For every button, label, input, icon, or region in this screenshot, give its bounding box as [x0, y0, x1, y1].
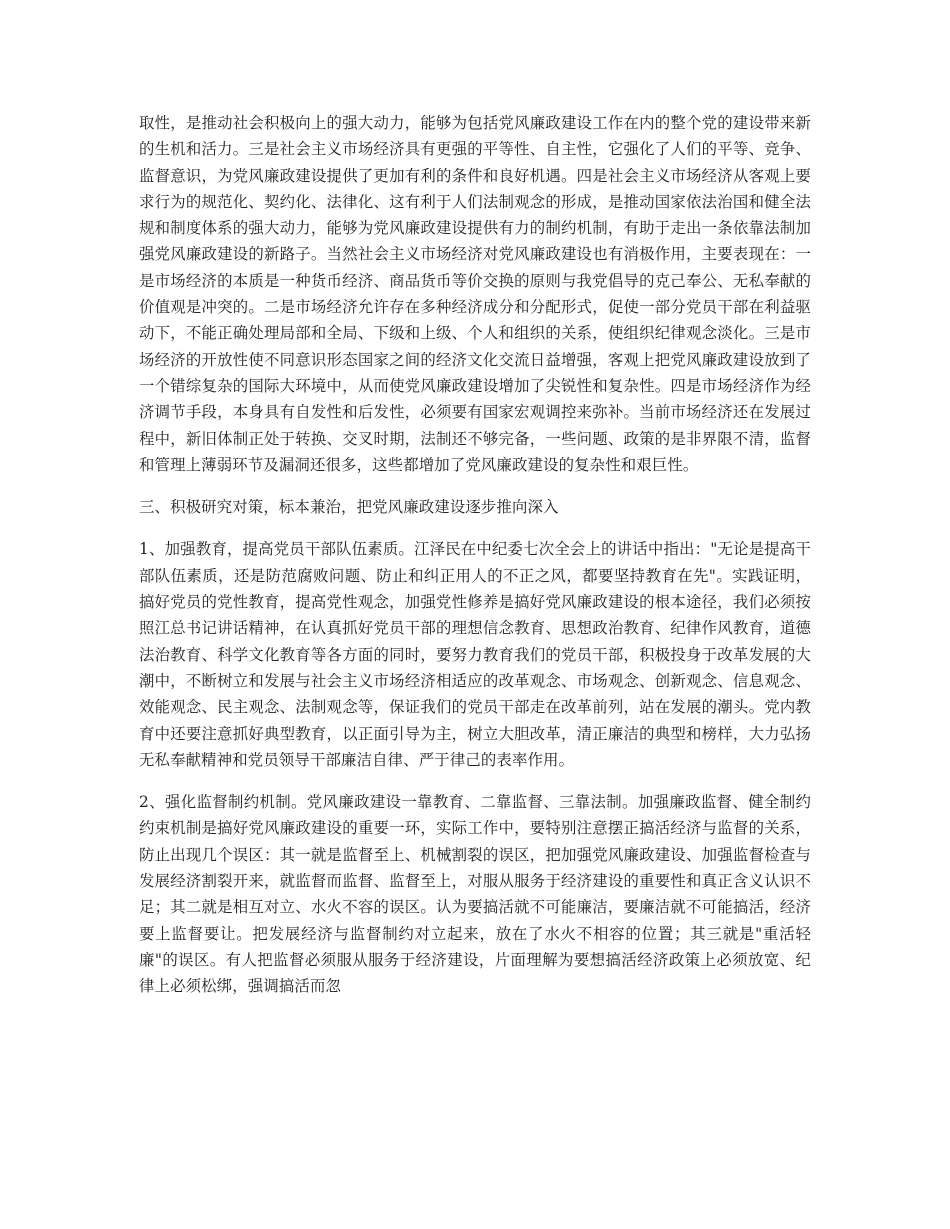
section-heading: 三、积极研究对策，标本兼治，把党风廉政建设逐步推向深入 [139, 498, 559, 517]
document-page [139, 110, 811, 1000]
body-paragraph: 取性，是推动社会积极向上的强大动力，能够为包括党风廉政建设工作在内的整个党的建设带来新的生机和活力。三是社会主义市场经济具有更强的平等性、自主性，它强化了人们的平等、竞争、监督意识，为党风廉政建设提供了更加有利的条件和良好机遇。四是社会主义市场经济从客观上要求行为的规范化、契约化、法律化、这有利于人们法制观念的形成，是推动国家依法治国和健全法规和制度体系的强大动力，能够为党风廉政建设提供有力的制约机制，有助于走出一条依靠法制加强党风廉政建设的新路子。当然社会主义市场经济对党风廉政建设也有消极作用，主要表现在：一是市场经济的本质是一种货币经济、商品货币等价交换的原则与我党倡导的克己奉公、无私奉献的价值观是冲突的。二是市场经济允许存在多种经济成分和分配形式，促使一部分党员干部在利益驱动下，不能正确处理局部和全局、下级和上级、个人和组织的关系，使组织纪律观念淡化。三是市场经济的开放性使不同意识形态国家之间的经济文化交流日益增强，客观上把党风廉政建设放到了一个错综复杂的国际大环境中，从而使党风廉政建设增加了尖锐性和复杂性。四是市场经济作为经济调节手段，本身具有自发性和后发性，必须要有国家宏观调控来弥补。当前市场经济还在发展过程中，新旧体制正处于转换、交叉时期，法制还不够完备，一些问题、政策的是非界限不清，监督和管理上薄弱环节及漏洞还很多，这些都增加了党风廉政建设的复杂性和艰巨性。 [139, 114, 811, 474]
body-paragraph: 2、强化监督制约机制。党风廉政建设一靠教育、二靠监督、三靠法制。加强廉政监督、健全制约约束机制是搞好党风廉政建设的重要一环，实际工作中，要特别注意摆正搞活经济与监督的关系，防止出现几个误区：其一就是监督至上、机械割裂的误区，把加强党风廉政建设、加强监督检查与发展经济割裂开来，就监督而监督、监督至上，对服从服务于经济建设的重要性和真正含义认识不足；其二就是相互对立、水火不容的误区。认为要搞活就不可能廉洁，要廉洁就不可能搞活，经济要上监督要让。把发展经济与监督制约对立起来，放在了水火不相容的位置；其三就是"重活轻廉"的误区。有人把监督必须服从服务于经济建设，片面理解为要想搞活经济政策上必须放宽、纪律上必须松绑，强调搞活而忽 [139, 793, 811, 996]
body-paragraph: 1、加强教育，提高党员干部队伍素质。江泽民在中纪委七次全会上的讲话中指出："无论是提高干部队伍素质，还是防范腐败问题、防止和纠正用人的不正之风，都要坚持教育在先"。实践证明，搞好党员的党性教育，提高党性观念，加强党性修养是搞好党风廉政建设的根本途径，我们必须按照江总书记讲话精神，在认真抓好党员干部的理想信念教育、思想政治教育、纪律作风教育，道德法治教育、科学文化教育等各方面的同时，要努力教育我们的党员干部，积极投身于改革发展的大潮中，不断树立和发展与社会主义市场经济相适应的改革观念、市场观念、创新观念、信息观念、效能观念、民主观念、法制观念等，保证我们的党员干部走在改革前列，站在发展的潮头。党内教育中还要注意抓好典型教育，以正面引导为主，树立大胆改革，清正廉洁的典型和榜样，大力弘扬无私奉献精神和党员领导干部廉洁自律、严于律己的表率作用。 [139, 540, 811, 769]
